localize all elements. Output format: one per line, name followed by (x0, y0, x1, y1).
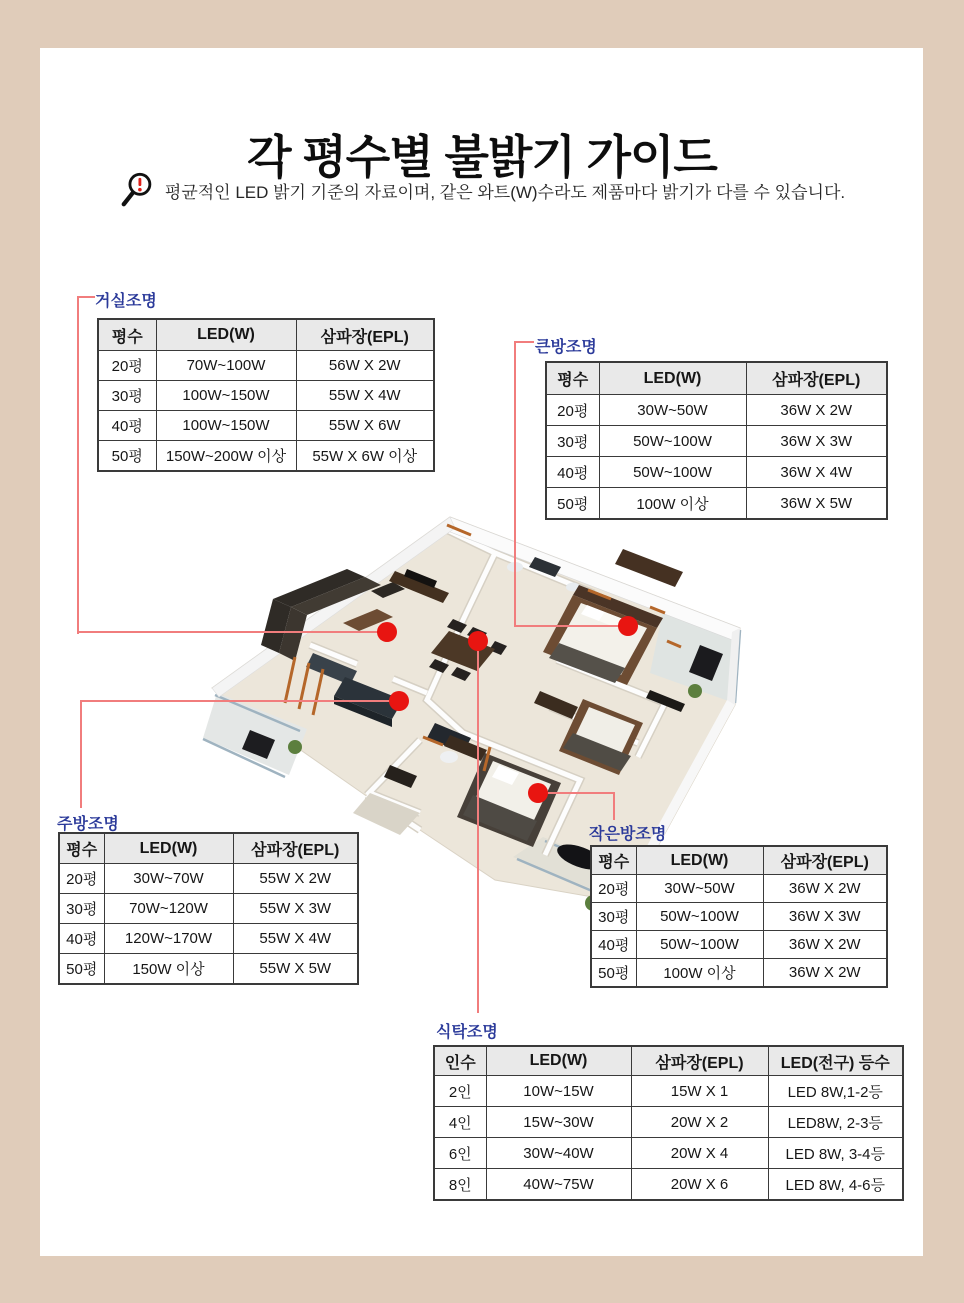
bigroom-label: 큰방조명 (535, 339, 597, 356)
table-cell: 15W~30W (486, 1107, 631, 1138)
table-cell: 50W~100W (599, 457, 746, 488)
table-cell: 36W X 2W (746, 395, 887, 426)
table-cell: 30평 (98, 381, 156, 411)
connector-smallroom-vertical (613, 792, 615, 820)
column-header: LED(W) (599, 362, 746, 395)
page-title: 각 평수별 불밝기 가이드 (247, 130, 717, 183)
table-row (591, 931, 887, 959)
table-cell: 100W 이상 (599, 488, 746, 520)
connector-living-horizontal (77, 631, 389, 633)
table-cell: LED 8W, 4-6등 (768, 1169, 903, 1201)
table-cell: 20평 (591, 875, 636, 903)
table-cell: LED 8W, 3-4등 (768, 1138, 903, 1169)
living-room-label: 거실조명 (95, 293, 157, 310)
table-cell: 36W X 3W (763, 903, 887, 931)
column-header: 삼파장(EPL) (296, 319, 434, 351)
table-cell: 55W X 4W (296, 381, 434, 411)
smallroom-marker-dot (528, 783, 548, 803)
table-cell: 30평 (59, 894, 104, 924)
table-cell: 20W X 4 (631, 1138, 768, 1169)
table-cell: 36W X 2W (763, 931, 887, 959)
dining-label: 식탁조명 (436, 1024, 498, 1041)
table-cell: 15W X 1 (631, 1076, 768, 1107)
table-row (98, 411, 434, 441)
table-row (434, 1169, 903, 1201)
living-room-table (97, 318, 435, 472)
column-header: 평수 (546, 362, 599, 395)
table-cell: 55W X 3W (233, 894, 358, 924)
column-header: 평수 (59, 833, 104, 864)
column-header: LED(전구) 등수 (768, 1046, 903, 1076)
table-cell: 30평 (546, 426, 599, 457)
table-cell: 120W~170W (104, 924, 233, 954)
connector-bigroom-top (514, 341, 534, 343)
table-row (546, 457, 887, 488)
table-row (591, 959, 887, 988)
table-row (98, 441, 434, 472)
table-cell: 2인 (434, 1076, 486, 1107)
header-row (59, 833, 358, 864)
smallroom-label: 작은방조명 (589, 826, 667, 843)
kitchen-table-grid (58, 832, 359, 985)
table-cell: 55W X 6W 이상 (296, 441, 434, 472)
table-row (59, 864, 358, 894)
table-cell: 150W~200W 이상 (156, 441, 296, 472)
bigroom-marker-dot (618, 616, 638, 636)
table-cell: 36W X 3W (746, 426, 887, 457)
kitchen-label: 주방조명 (57, 816, 119, 833)
header-row (98, 319, 434, 351)
living-room-table-grid (97, 318, 435, 472)
column-header: 삼파장(EPL) (763, 846, 887, 875)
table-cell: 56W X 2W (296, 351, 434, 381)
table-row (591, 875, 887, 903)
table-cell: 20W X 6 (631, 1169, 768, 1201)
header-row (591, 846, 887, 875)
table-cell: 55W X 4W (233, 924, 358, 954)
table-cell: 40평 (591, 931, 636, 959)
table-cell: LED 8W,1-2등 (768, 1076, 903, 1107)
table-cell: 70W~120W (104, 894, 233, 924)
table-cell: 50W~100W (636, 903, 763, 931)
magnifier-exclamation-icon (119, 170, 157, 210)
table-cell: 50W~100W (599, 426, 746, 457)
table-cell: 10W~15W (486, 1076, 631, 1107)
table-cell: 30W~50W (599, 395, 746, 426)
table-cell: 20평 (98, 351, 156, 381)
column-header: 인수 (434, 1046, 486, 1076)
bigroom-table (545, 361, 888, 520)
table-cell: 30평 (591, 903, 636, 931)
table-cell: 36W X 2W (763, 875, 887, 903)
table-cell: 50평 (98, 441, 156, 472)
smallroom-table (590, 845, 888, 988)
connector-living-vertical (77, 296, 79, 634)
dining-table-grid (433, 1045, 904, 1201)
table-cell: 100W 이상 (636, 959, 763, 988)
column-header: 삼파장(EPL) (233, 833, 358, 864)
table-cell: 55W X 6W (296, 411, 434, 441)
connector-smallroom-horizontal (538, 792, 615, 794)
table-row (591, 903, 887, 931)
table-cell: 55W X 5W (233, 954, 358, 985)
column-header: 평수 (98, 319, 156, 351)
table-row (59, 954, 358, 985)
table-row (434, 1107, 903, 1138)
table-cell: 50평 (591, 959, 636, 988)
table-cell: 100W~150W (156, 411, 296, 441)
column-header: LED(W) (156, 319, 296, 351)
dining-table (433, 1045, 904, 1201)
table-cell: 36W X 4W (746, 457, 887, 488)
notice-text: 평균적인 LED 밝기 기준의 자료이며, 같은 와트(W)수라도 제품마다 밝기가 다를 수 있습니다. (164, 182, 846, 202)
table-cell: 4인 (434, 1107, 486, 1138)
table-cell: 40평 (98, 411, 156, 441)
column-header: LED(W) (486, 1046, 631, 1076)
table-cell: 20평 (59, 864, 104, 894)
smallroom-table-grid (590, 845, 888, 988)
table-cell: 20평 (546, 395, 599, 426)
table-cell: 50W~100W (636, 931, 763, 959)
table-cell: 150W 이상 (104, 954, 233, 985)
table-row (59, 894, 358, 924)
connector-dining-vertical (477, 641, 479, 1013)
table-cell: 55W X 2W (233, 864, 358, 894)
kitchen-table (58, 832, 359, 985)
column-header: 삼파장(EPL) (746, 362, 887, 395)
table-row (546, 488, 887, 520)
bigroom-table-grid (545, 361, 888, 520)
table-cell: 40평 (546, 457, 599, 488)
table-cell: 6인 (434, 1138, 486, 1169)
table-cell: 40평 (59, 924, 104, 954)
kitchen-marker-dot (389, 691, 409, 711)
table-row (434, 1138, 903, 1169)
table-cell: LED8W, 2-3등 (768, 1107, 903, 1138)
table-cell: 8인 (434, 1169, 486, 1201)
connector-kitchen-vertical (80, 700, 82, 808)
column-header: LED(W) (636, 846, 763, 875)
table-row (98, 351, 434, 381)
table-cell: 50평 (546, 488, 599, 520)
header-row (546, 362, 887, 395)
table-row (434, 1076, 903, 1107)
table-cell: 40W~75W (486, 1169, 631, 1201)
table-cell: 30W~40W (486, 1138, 631, 1169)
table-cell: 20W X 2 (631, 1107, 768, 1138)
table-row (59, 924, 358, 954)
column-header: 삼파장(EPL) (631, 1046, 768, 1076)
notice-row (0, 170, 964, 210)
table-row (98, 381, 434, 411)
table-cell: 100W~150W (156, 381, 296, 411)
column-header: LED(W) (104, 833, 233, 864)
living-room-marker-dot (377, 622, 397, 642)
table-row (546, 395, 887, 426)
connector-bigroom-vertical (514, 341, 516, 627)
connector-kitchen-horizontal (80, 700, 399, 702)
connector-living-top (77, 296, 95, 298)
table-cell: 36W X 5W (746, 488, 887, 520)
table-row (546, 426, 887, 457)
table-cell: 30W~50W (636, 875, 763, 903)
table-cell: 70W~100W (156, 351, 296, 381)
table-cell: 50평 (59, 954, 104, 985)
column-header: 평수 (591, 846, 636, 875)
table-cell: 36W X 2W (763, 959, 887, 988)
table-cell: 30W~70W (104, 864, 233, 894)
dining-marker-dot (468, 631, 488, 651)
connector-bigroom-horizontal (514, 625, 630, 627)
header-row (434, 1046, 903, 1076)
